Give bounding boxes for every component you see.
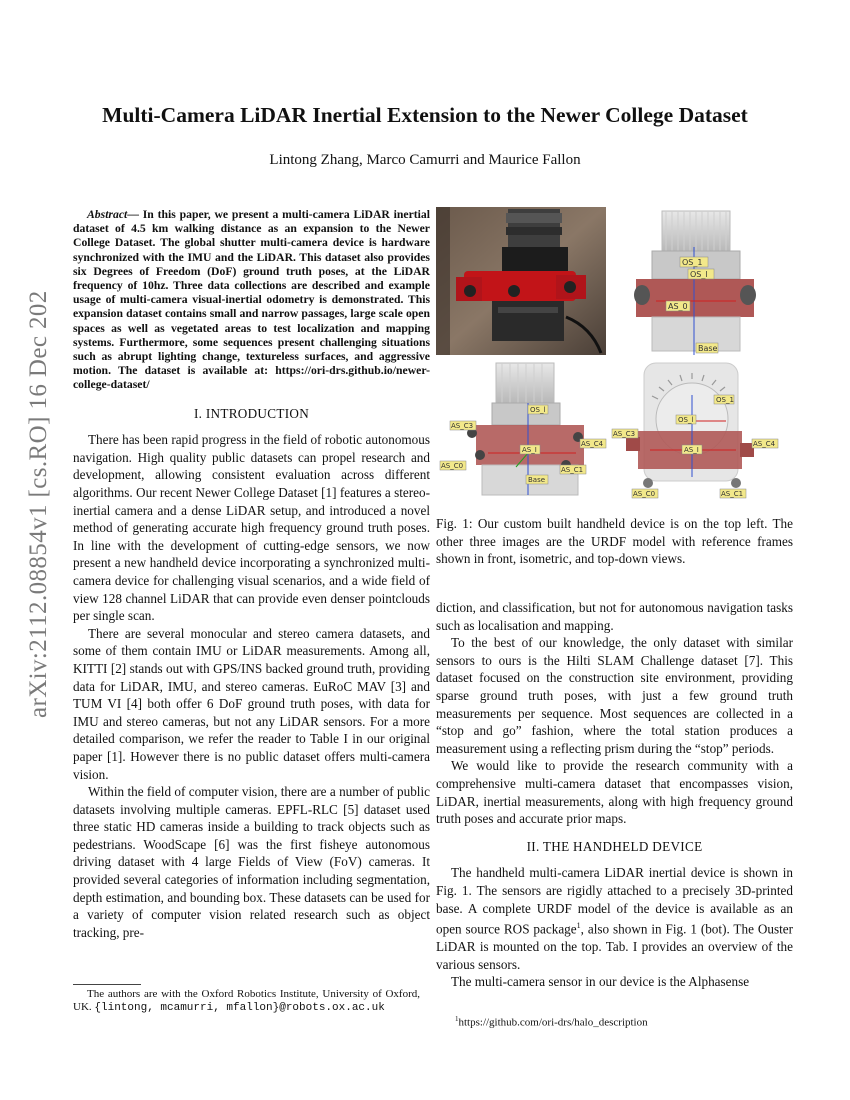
right-paragraph-1: diction, and classification, but not for autonomous navigation tasks such as localisation and mapping.: [436, 600, 793, 633]
footnote-url-marker: 1: [455, 1015, 459, 1023]
device-paragraph-2: The multi-camera sensor in our device is the Alphasense: [451, 974, 750, 990]
footnote-url-text: https://github.com/ori-drs/halo_description: [458, 1016, 648, 1029]
urdf-front-view: [622, 207, 792, 357]
right-column: [436, 599, 793, 991]
iso-label-as4: AS_C4: [581, 440, 604, 448]
iso-label-as1: AS_C1: [561, 466, 584, 474]
front-label-osl: OS_l: [690, 270, 708, 279]
top-label-as1: AS_C1: [721, 490, 744, 498]
paper-authors: Lintong Zhang, Marco Camurri and Maurice Fallon: [269, 152, 581, 168]
footnote-affiliation: [73, 988, 420, 1015]
top-label-as0: AS_C0: [633, 490, 656, 498]
top-label-os: OS_l: [678, 416, 694, 424]
urdf-topdown-view: [612, 359, 792, 504]
paper-title: Multi-Camera LiDAR Inertial Extension to the Newer College Dataset: [102, 103, 748, 127]
intro-paragraph-2: There are several monocular and stereo camera datasets, and some of them contain IMU or LiDAR measurements. Among all, KITTI [2] stands out with GPS/INS backed ground truth, providing data for LiDAR, IMU, and stereo cameras. EuRoC MAV [3] and TUM VI [4] both offer 6 DoF ground truth poses, with data for IMU and stereo cameras, but not any LiDAR sensors. For a more detailed comparison, we refer the reader to Table I in our original paper [1]. However there is no public dataset offers multi-camera vision.: [73, 625, 430, 782]
abstract-text: — In this paper, we present a multi-camera LiDAR inertial dataset of 4.5 km walking distance as an expansion to the Newer College Dataset. The global shutter multi-camera device is hardware synchronized with the IMU and the LiDAR. This dataset also provides six Degrees of Freedom (DoF) ground truth poses, at the LiDAR frequency of 10hz. Three data collections are described and example usage of multi-camera visual-inertial odometry is demonstrated. This expansion dataset contains small and narrow passages, large scale open spaces as well as vegetated areas to test localization and mapping systems. Furthermore, some sequences present challenging situations such as abrupt lighting change, textureless surfaces, and aggressive motion. The dataset is available at: https://ori-drs.github.io/newer-college-dataset/: [73, 208, 430, 392]
iso-label-as0: AS_C0: [441, 462, 464, 470]
section-handheld-device-heading: II. THE HANDHELD DEVICE: [526, 838, 703, 854]
intro-paragraph-3: Within the field of computer vision, there are a number of public datasets involving multiple cameras. EPFL-RLC [5] dataset used three static HD cameras inside a building to track objects such as pedestrians. WoodScape [6] was the first fisheye autonomous driving dataset with 4 large Fields of View (FoV) cameras. It provided several categories of information including segmentation, depth estimation, and bounding box. These datasets can be used for a variety of computer vision related research such as object tracking, pre-: [73, 784, 430, 940]
figure-1-caption: Fig. 1: Our custom built handheld device is on the top left. The other three images are the URDF model with reference frames shown in front, isometric, and top-down views.: [436, 516, 793, 567]
intro-paragraph-1: There has been rapid progress in the field of robotic autonomous navigation. High quality public datasets can propel research and development, allowing consistent evaluation across different algorithms. Our recent Newer College Dataset [1] features a stereo-inertial camera and a dense LiDAR setup, and introduced a novel method of generating accurate high frequency ground truth poses. In line with the development of cutting-edge sensors, we now present a new handheld device incorporating a synchronized multi-camera device for challenging visual scenarios, and a wide field of view 128 channel LiDAR that can provide even denser pointclouds per single scan.: [73, 432, 430, 624]
top-label-as3: AS_C3: [613, 430, 636, 438]
abstract: [73, 208, 430, 393]
device-paragraph-1-a: The handheld multi-camera LiDAR inertial device is shown in Fig. 1. The sensors are rigidly attached to a precisely 3D-printed base. A complete URDF model of the device is available as an open source ROS package: [436, 865, 793, 937]
footnote-emails: {lintong, mcamurri, mfallon}@robots.ox.ac.uk: [94, 1002, 385, 1014]
front-label-as0: AS_0: [668, 302, 688, 311]
right-paragraph-3: We would like to provide the research community with a comprehensive multi-camera dataset that encompasses vision, LiDAR, inertial measurements, along with high frequency ground truth poses and accurate prior maps.: [436, 758, 793, 827]
section-introduction-heading: I. INTRODUCTION: [193, 405, 310, 421]
arxiv-identifier: arXiv:2112.08854v1 [cs.RO] 16 Dec 2021: [25, 290, 52, 718]
iso-label-as3: AS_C3: [451, 422, 474, 430]
device-paragraph-1-b: , also shown in Fig. 1 (bot). The Ouster LiDAR is mounted on the top. Tab. I provides an overview of the various sensors.: [436, 921, 793, 972]
urdf-isometric-view: [436, 359, 616, 504]
front-label-os1: OS_1: [682, 258, 703, 267]
abstract-label: Abstract: [87, 208, 128, 221]
footnote-affiliation-text: The authors are with the Oxford Robotics Institute, University of Oxford, UK.: [73, 988, 420, 1013]
top-label-os1: OS_1: [716, 396, 734, 404]
device-photo: [436, 207, 606, 355]
iso-label-base: Base: [528, 476, 546, 484]
footnote-marker: 1: [576, 921, 581, 931]
right-paragraph-2: To the best of our knowledge, the only dataset with similar sensors to ours is the Hilti SLAM Challenge dataset [7]. This dataset focused on the construction site environment, providing sparse ground truth poses, with just a few ground truth measurements per sequence. Most sequences are collected in a “stop and go” fashion, where the total station produces a measurement using a reflecting prism during the “stop” periods.: [436, 635, 793, 756]
footnote-rule: [73, 984, 141, 985]
arxiv-sidebar: [14, 290, 54, 720]
left-column: [73, 208, 430, 941]
top-label-as4: AS_C4: [753, 440, 776, 448]
iso-label-os: OS_l: [530, 406, 546, 414]
device-paragraph-1: [436, 864, 793, 973]
figure-1: [436, 207, 792, 504]
iso-label-imu: AS_I: [522, 446, 537, 454]
front-label-base: Base: [698, 344, 718, 353]
footnote-url: [455, 1013, 795, 1030]
top-label-imu: AS_I: [684, 446, 699, 454]
